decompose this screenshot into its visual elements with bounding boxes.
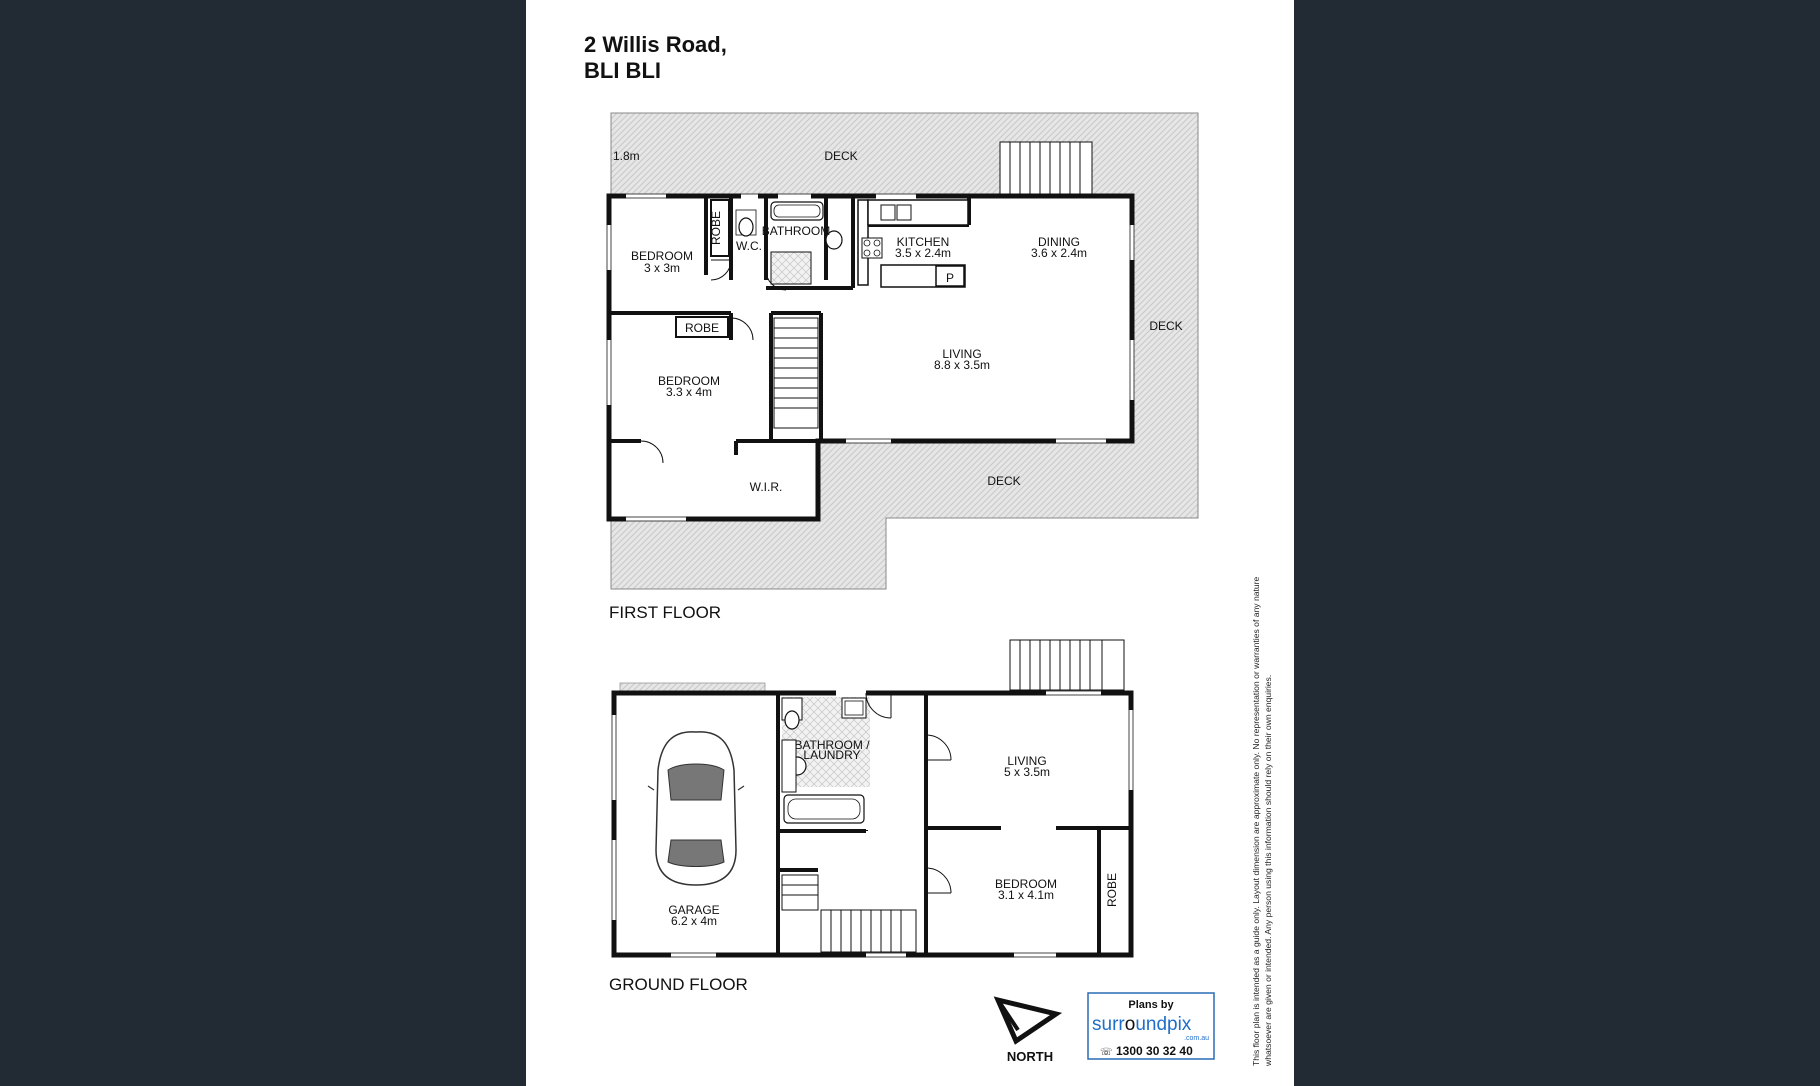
deck-top-label: DECK [824,149,858,163]
pantry-label: P [945,271,955,285]
floor-plan-drawing [526,0,1294,1086]
ground-living-label: LIVING [1007,754,1047,768]
living-size: 8.8 x 3.5m [933,358,991,372]
garage-label: GARAGE [668,903,720,917]
address-line-1: 2 Willis Road, [584,32,727,57]
brand-part-b: o [1124,1014,1136,1035]
bedroom2-label: BEDROOM [657,374,721,388]
wir-label: W.I.R. [749,480,783,494]
bedroom1-label: BEDROOM [630,249,694,263]
brand-tld: .com.au [1184,1035,1209,1042]
deck-height-label: 1.8m [613,149,640,163]
deck-right-label: DECK [1149,319,1183,333]
disclaimer [1251,576,1273,1067]
robe1-label: ROBE [709,210,723,246]
bath-laundry-label-1: BATHROOM / [794,738,870,752]
phone-icon: ☏ [1100,1047,1113,1058]
first-floor-stairs [774,318,818,428]
ground-bedroom-label: BEDROOM [994,877,1058,891]
first-floor-plan [607,113,1198,622]
ground-robe-label: ROBE [1105,872,1119,908]
disclaimer-line-2: whatsoever are given or intended. Any person using this information should rely on their own enquiries. [1263,674,1273,1066]
dining-size: 3.6 x 2.4m [1030,246,1088,260]
living-label: LIVING [942,347,982,361]
address-line-2: BLI BLI [584,58,661,83]
external-stairs [1010,640,1124,690]
bedroom2-size: 3.3 x 4m [665,385,713,399]
dining-label: DINING [1038,235,1080,249]
robe2-label: ROBE [684,321,720,335]
phone-number: 1300 30 32 40 [1116,1044,1193,1058]
brand-part-a: surr [1092,1014,1125,1035]
north-label: NORTH [1006,1049,1054,1064]
bedroom1-size: 3 x 3m [643,261,681,275]
plans-by-label: Plans by [1128,999,1174,1011]
ground-bedroom-size: 3.1 x 4.1m [997,888,1055,902]
brand-part-c: undpix [1135,1014,1192,1035]
kitchen-size: 3.5 x 2.4m [894,246,952,260]
deck-bottom-label: DECK [987,474,1021,488]
north-arrow-icon [998,1000,1056,1041]
first-floor-label: FIRST FLOOR [609,603,722,622]
disclaimer-line-1: This floor plan is intended as a guide only. Layout dimension are approximate only. No representation or warranties of any nature [1251,576,1261,1066]
bath-laundry-label-2: LAUNDRY [803,748,861,762]
car-icon [648,732,744,885]
svg-text:surroundpix [1092,1014,1192,1035]
bathroom-label: BATHROOM [761,224,831,238]
deck-stairs [1000,142,1092,194]
ground-floor-label: GROUND FLOOR [609,975,748,994]
garage-size: 6.2 x 4m [670,914,718,928]
floor-plan-sheet [526,0,1294,1086]
kitchen-label: KITCHEN [896,235,950,249]
wc-label: W.C. [736,239,762,253]
ground-floor-plan [609,640,1133,994]
surroundpix-logo [1088,993,1214,1059]
ground-living-size: 5 x 3.5m [1003,765,1051,779]
